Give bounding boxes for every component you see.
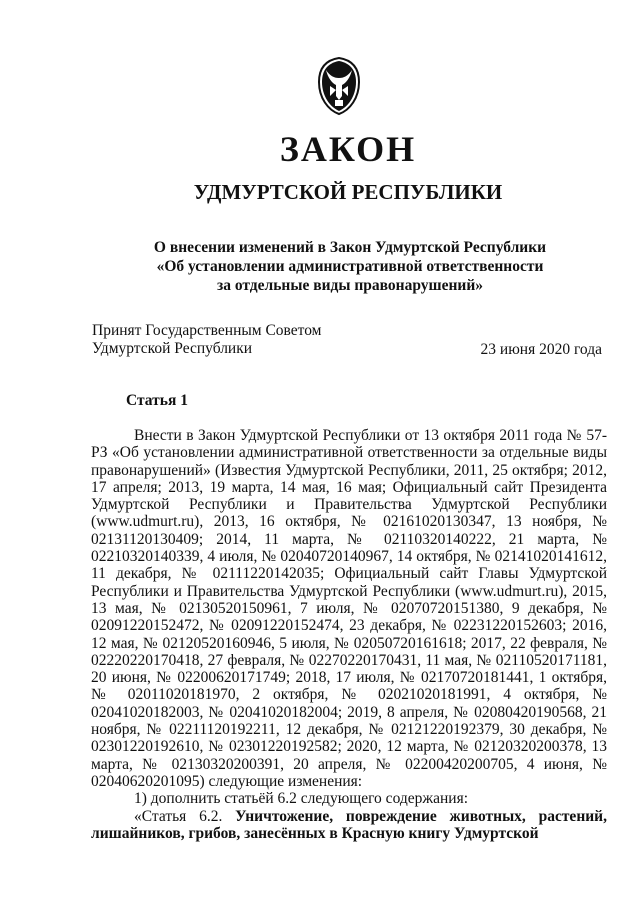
law-title: ЗАКОН xyxy=(279,129,417,169)
law-heading-line: за отдельные виды правонарушений» xyxy=(217,277,483,294)
intro-paragraph: Внести в Закон Удмуртской Республики от 13 октября 2011 года № 57-РЗ «Об установлении административной ответственности за отдельные виды правонарушений» (Известия Удмуртской Республики, 2011, 25 октября; 2012, 17 апреля; 2013, 19 марта, 14 мая, 16 мая; Официальный сайт Президента Удмуртской Республики и Правительства Удмуртской Республики (www.udmurt.ru), 2013, 16 октября, № 02161020130347, 13 ноября, № 02131120130409; 2014, 11 марта, № 02110320140222, 21 марта, № 02210320140339, 4 июля, № 02040720140967, 14 октября, № 02141020141612, 11 декабря, № 02111220142035; Официальный сайт Главы Удмуртской Республики и Правительства Удмуртской Республики (www.udmurt.ru), 2015, 13 мая, № 02130520150961, 7 июля, № 02070720151380, 9 декабря, № 02091220152472, № 02091220152474, 23 декабря, № 02231220152603; 2016, 12 мая, № 02120520160946, 5 июля, № 02050720161618; 2017, 22 февраля, № 02220220170418, 27 февраля, № 02270220170431, 11 мая, № 02110520171181, 20 июня, № 02200620171749; 2018, 17 июля, № 02170720181441, 1 октября, № 02011020181970, 2 октября, № 02021020181991, 4 октября, № 02041020182003, № 02041020182004; 2019, 8 апреля, № 02080420190568, 21 ноября, № 02211120192211, 12 декабря, № 02121220192379, 30 декабря, № 02301220192610, № 02301220192582; 2020, 12 марта, № 02120320200378, 13 марта, № 02130320200391, 20 апреля, № 02200420200705, 4 июня, № 02040620201095) следующие изменения: xyxy=(91,427,607,790)
adoption-date: 23 июня 2020 года xyxy=(480,341,602,358)
article-quote xyxy=(91,808,607,843)
adopted-by-line: Принят Государственным Советом xyxy=(92,322,322,339)
law-heading-line: «Об установлении административной ответственности xyxy=(156,258,544,275)
adopted-by-line: Удмуртской Республики xyxy=(92,340,253,357)
coat-of-arms-icon xyxy=(316,56,362,116)
adopted-by xyxy=(92,322,322,358)
article-quote-title: Уничтожение, повреждение животных, растений, лишайников, грибов, занесённых в Красную книгу Удмуртской xyxy=(91,807,607,842)
law-heading-line: О внесении изменений в Закон Удмуртской Республики xyxy=(153,239,547,256)
article-label: Статья 1 xyxy=(126,392,188,409)
law-heading xyxy=(120,238,580,295)
article-body xyxy=(91,427,607,842)
law-subtitle: УДМУРТСКОЙ РЕСПУБЛИКИ xyxy=(193,180,503,204)
article-quote-prefix: «Статья 6.2. xyxy=(134,807,223,825)
item-1: 1) дополнить статьёй 6.2 следующего содержания: xyxy=(134,790,468,808)
